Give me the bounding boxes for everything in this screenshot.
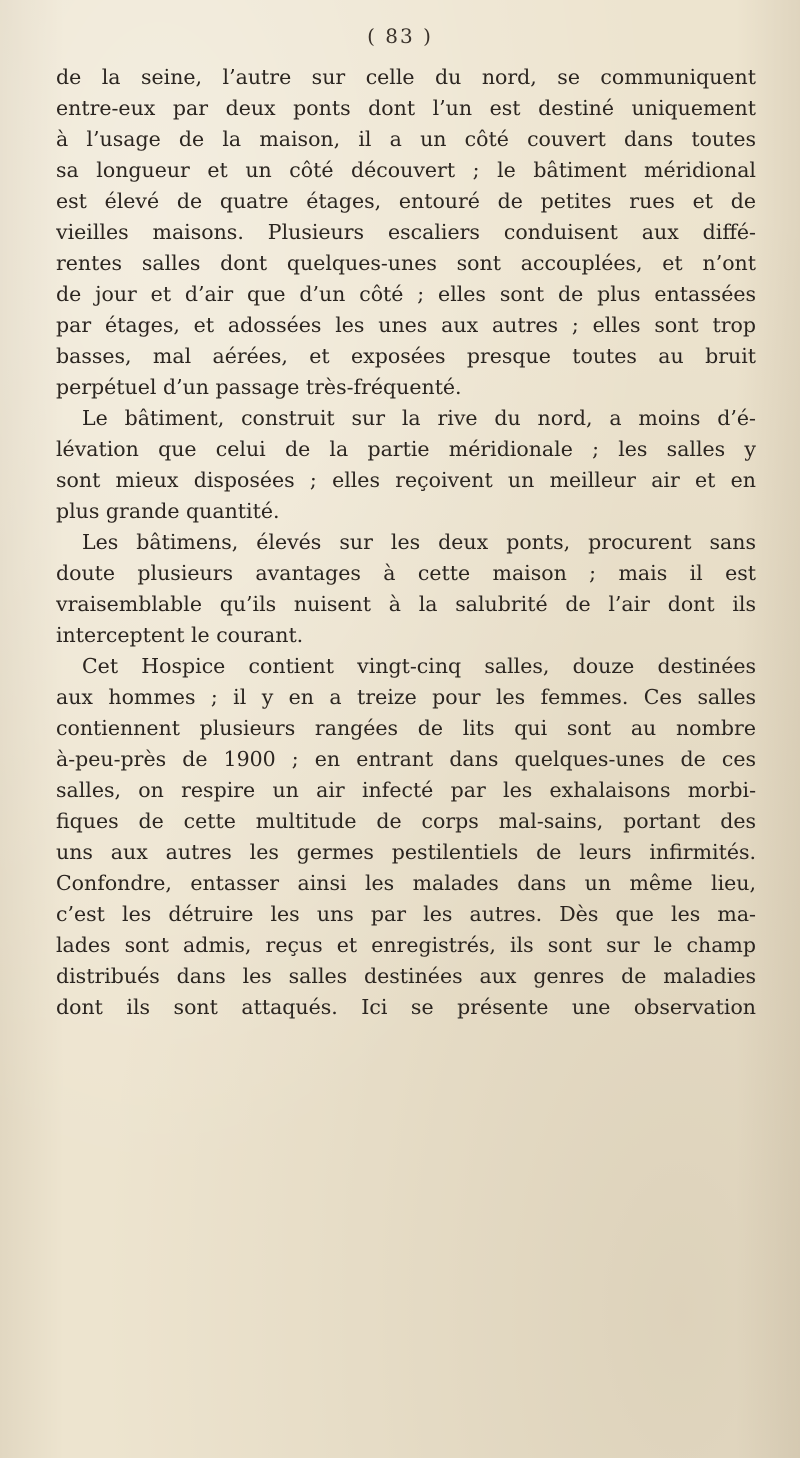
- text-line: fiques de cette multitude de corps mal-sains, portant des: [56, 809, 756, 833]
- text-line: Cet Hospice contient vingt-cinq salles, douze destinées: [82, 654, 756, 678]
- text-line: est élevé de quatre étages, entouré de petites rues et de: [56, 189, 756, 213]
- text-line: lades sont admis, reçus et enregistrés, ils sont sur le champ: [56, 933, 756, 957]
- body-text: [56, 62, 756, 1023]
- text-line: à-peu-près de 1900 ; en entrant dans quelques-unes de ces: [56, 747, 756, 771]
- text-line: perpétuel d’un passage très-fréquenté.: [56, 375, 462, 399]
- text-line: salles, on respire un air infecté par les exhalaisons morbi-: [56, 778, 756, 802]
- text-line: lévation que celui de la partie méridionale ; les salles y: [56, 437, 756, 461]
- text-line: sa longueur et un côté découvert ; le bâtiment méridional: [56, 158, 756, 182]
- text-line: à l’usage de la maison, il a un côté couvert dans toutes: [56, 127, 756, 151]
- text-line: sont mieux disposées ; elles reçoivent un meilleur air et en: [56, 468, 756, 492]
- text-line: de la seine, l’autre sur celle du nord, se communiquent: [56, 65, 756, 89]
- page-number: ( 83 ): [367, 24, 433, 48]
- text-line: vieilles maisons. Plusieurs escaliers conduisent aux diffé-: [56, 220, 756, 244]
- text-line: contiennent plusieurs rangées de lits qui sont au nombre: [56, 716, 756, 740]
- text-line: plus grande quantité.: [56, 499, 280, 523]
- text-line: distribués dans les salles destinées aux genres de maladies: [56, 964, 756, 988]
- text-line: Le bâtiment, construit sur la rive du nord, a moins d’é-: [82, 406, 756, 430]
- text-line: vraisemblable qu’ils nuisent à la salubrité de l’air dont ils: [56, 592, 756, 616]
- text-line: doute plusieurs avantages à cette maison ; mais il est: [56, 561, 756, 585]
- text-line: c’est les détruire les uns par les autres. Dès que les ma-: [56, 902, 756, 926]
- text-line: Confondre, entasser ainsi les malades dans un même lieu,: [56, 871, 756, 895]
- text-line: interceptent le courant.: [56, 623, 304, 647]
- text-line: rentes salles dont quelques-unes sont accouplées, et n’ont: [56, 251, 756, 275]
- text-line: dont ils sont attaqués. Ici se présente une observation: [56, 995, 756, 1019]
- text-line: aux hommes ; il y en a treize pour les femmes. Ces salles: [56, 685, 756, 709]
- text-line: uns aux autres les germes pestilentiels de leurs infirmités.: [56, 840, 756, 864]
- text-line: basses, mal aérées, et exposées presque toutes au bruit: [56, 344, 756, 368]
- text-line: entre-eux par deux ponts dont l’un est destiné uniquement: [56, 96, 756, 120]
- text-line: par étages, et adossées les unes aux autres ; elles sont trop: [56, 313, 756, 337]
- text-line: de jour et d’air que d’un côté ; elles sont de plus entassées: [56, 282, 756, 306]
- text-line: Les bâtimens, élevés sur les deux ponts, procurent sans: [82, 530, 756, 554]
